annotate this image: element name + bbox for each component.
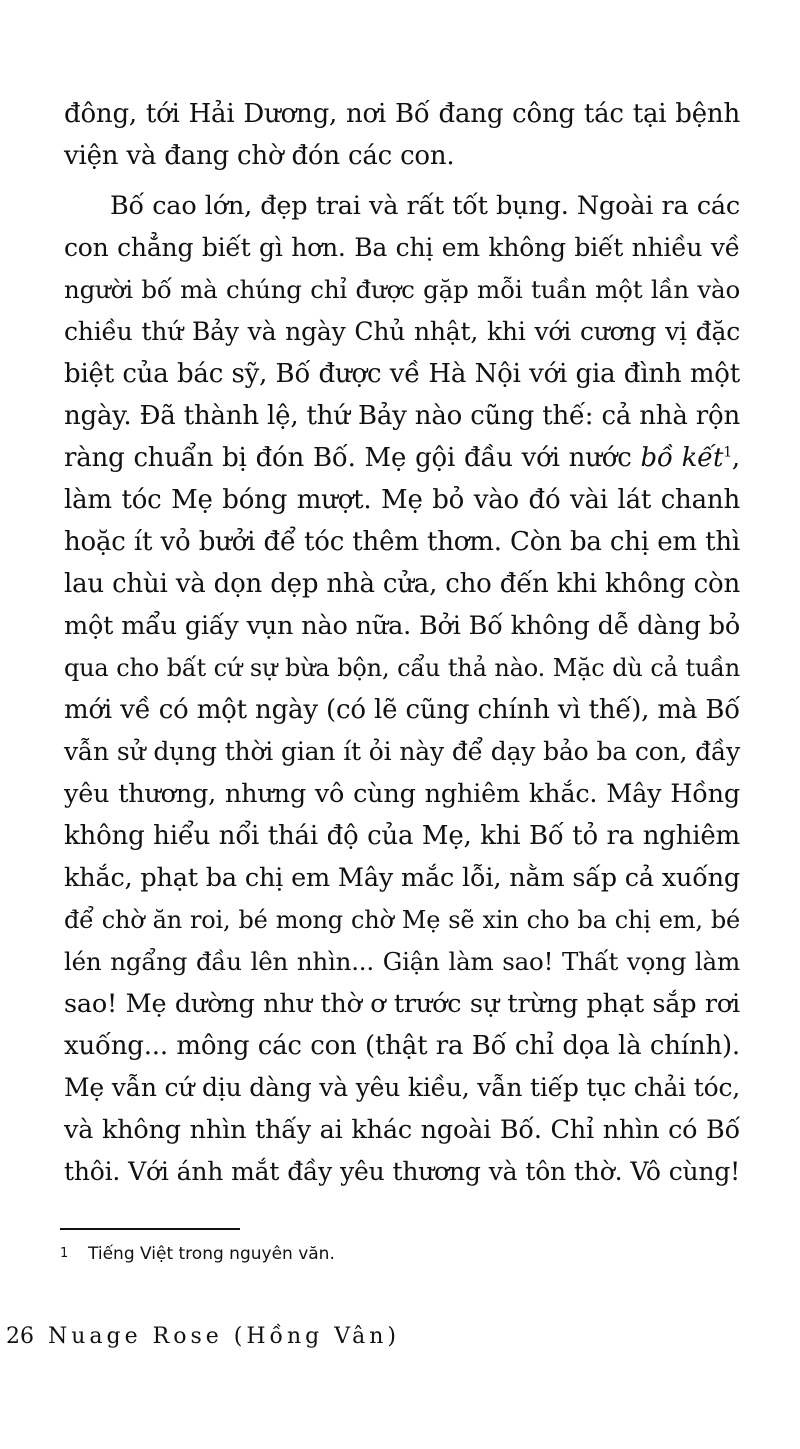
body-line: đông, tới Hải Dương, nơi Bố đang công tác tại bệnh [64,99,740,129]
body-line: chiều thứ Bảy và ngày Chủ nhật, khi với cương vị đặc [64,317,740,346]
footnote-number: 1 [60,1246,69,1261]
body-line: người bố mà chúng chỉ được gặp mỗi tuần một lần vào [64,275,740,304]
body-line: và không nhìn thấy ai khác ngoài Bố. Chỉ nhìn có Bố [64,1115,740,1145]
body-line: Bố cao lớn, đẹp trai và rất tốt bụng. Ngoài ra các [110,191,740,221]
body-line: vẫn sử dụng thời gian ít ỏi này để dạy bảo ba con, đầy [64,737,740,766]
footnote-reference: 1 [723,444,732,461]
body-line: yêu thương, nhưng vô cùng nghiêm khắc. Mây Hồng [64,779,740,809]
body-line: xuống... mông các con (thật ra Bố chỉ dọa là chính). [64,1031,740,1061]
page-number: 26 [6,1324,34,1349]
body-line: qua cho bất cứ sự bừa bộn, cẩu thả nào. Mặc dù cả tuần [64,654,740,682]
body-line: khắc, phạt ba chị em Mây mắc lỗi, nằm sấp cả xuống [64,863,740,893]
body-line: hoặc ít vỏ bưởi để tóc thêm thơm. Còn ba chị em thì [64,527,740,557]
body-line: làm tóc Mẹ bóng mượt. Mẹ bỏ vào đó vài lát chanh [64,485,740,515]
body-line: Mẹ vẫn cứ dịu dàng và yêu kiều, vẫn tiếp tục chải tóc, [64,1073,740,1102]
line-text-end: , [731,443,740,473]
body-line: một mẩu giấy vụn nào nữa. Bởi Bố không dễ dàng bỏ [64,611,740,641]
body-line: ngày. Đã thành lệ, thứ Bảy nào cũng thế: cả nhà rộn [64,401,740,431]
body-line: viện và đang chờ đón các con. [64,141,455,171]
body-line: thôi. Với ánh mắt đầy yêu thương và tôn thờ. Vô cùng! [64,1157,740,1186]
body-line: lau chùi và dọn dẹp nhà cửa, cho đến khi không còn [64,569,740,599]
footnote-divider [60,1228,240,1230]
line-text: ràng chuẩn bị đón Bố. Mẹ gội đầu với nước [64,443,641,473]
footnote [60,1242,335,1266]
footnote-text: Tiếng Việt trong nguyên văn. [88,1244,335,1264]
body-line: sao! Mẹ dường như thờ ơ trước sự trừng phạt sắp rơi [64,989,740,1019]
body-line: lén ngẩng đầu lên nhìn... Giận làm sao! Thất vọng làm [64,947,740,976]
page-footer [6,1322,400,1352]
running-footer-title: Nuage Rose (Hồng Vân) [48,1324,400,1349]
body-line-with-note [64,442,740,474]
body-line: biệt của bác sỹ, Bố được về Hà Nội với gia đình một [64,359,740,389]
body-line: không hiểu nổi thái độ của Mẹ, khi Bố tỏ ra nghiêm [64,821,740,851]
body-line: mới về có một ngày (có lẽ cũng chính vì thế), mà Bố [64,695,740,725]
italic-term: bồ kết [640,443,724,473]
body-line: để chờ ăn roi, bé mong chờ Mẹ sẽ xin cho ba chị em, bé [64,906,740,934]
body-line: con chẳng biết gì hơn. Ba chị em không biết nhiều về [64,233,740,262]
